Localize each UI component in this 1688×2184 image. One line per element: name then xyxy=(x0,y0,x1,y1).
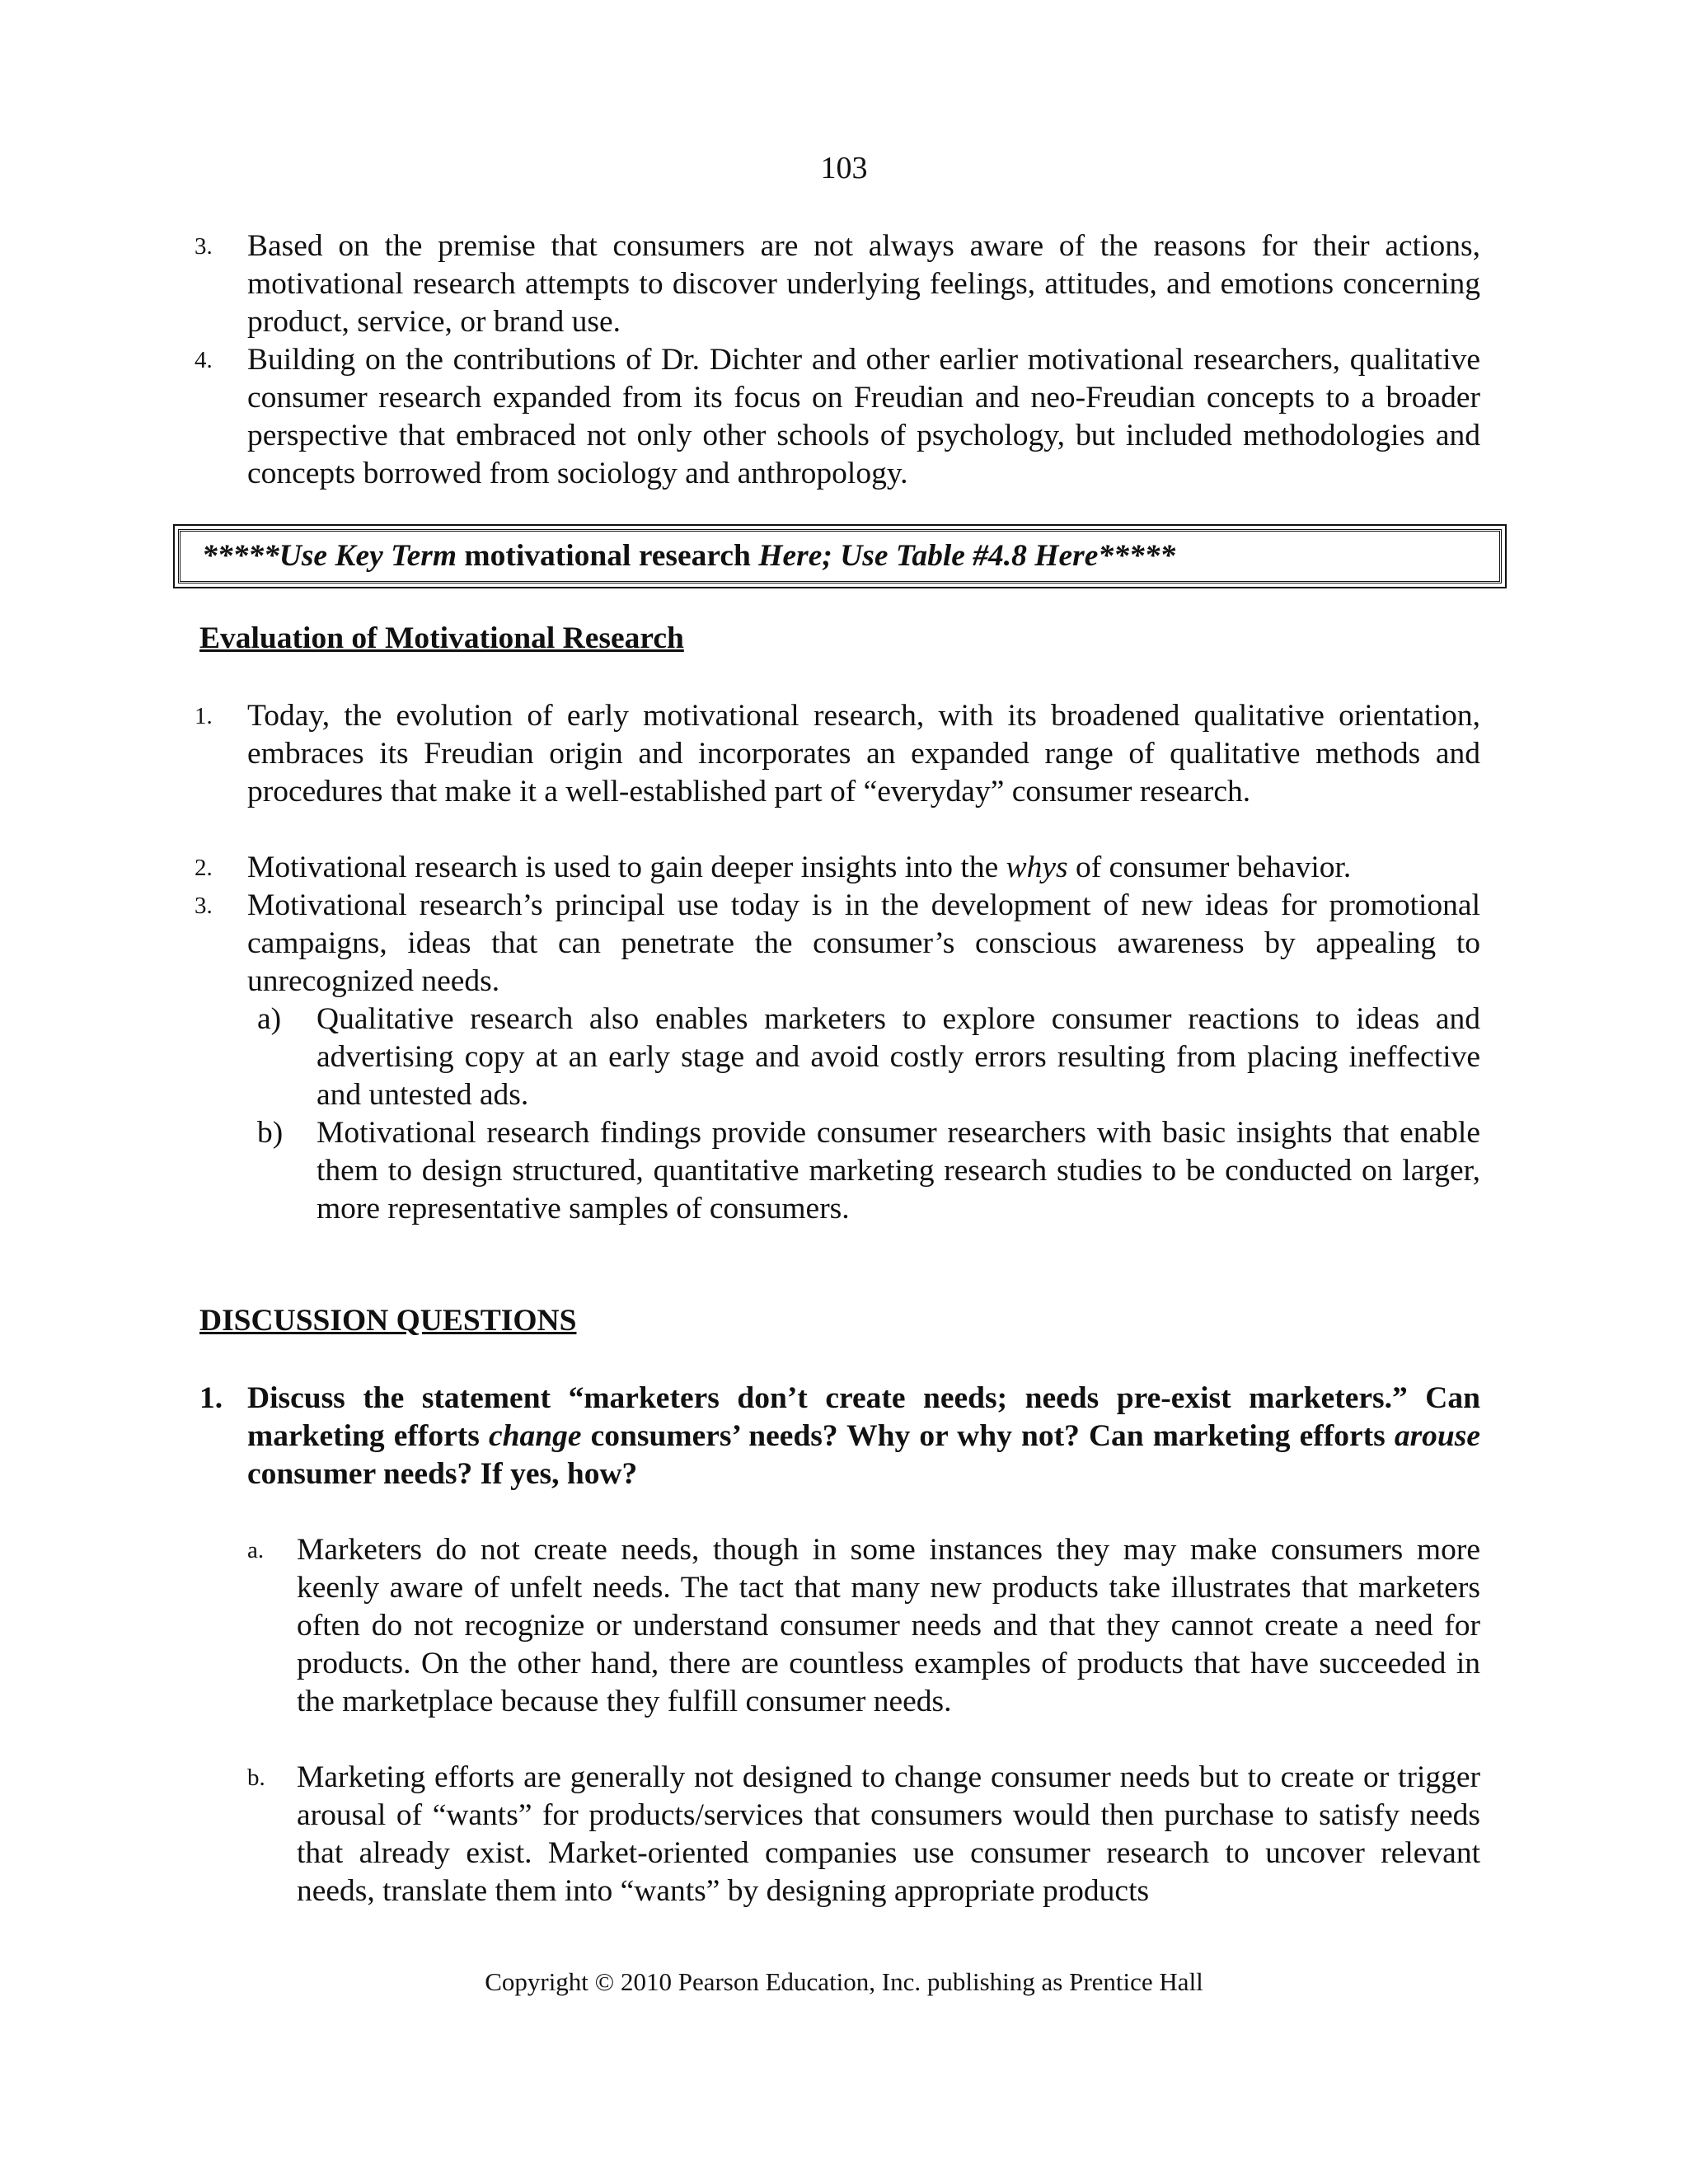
question-number: 1. xyxy=(199,1381,223,1415)
sublist-marker: b) xyxy=(257,1116,284,1150)
sublist-item-text: Qualitative research also enables marketers to explore consumer reactions to ideas and advertising copy at an early stage and avoid costly errors resulting from placing ineffective and untested ads. xyxy=(316,1002,1480,1112)
text-run-italic: arouse xyxy=(1394,1419,1480,1453)
list-item-text: Today, the evolution of early motivational research, with its broadened qualitative orientation, embraces its Freudian origin and incorporates an expanded range of qualitative methods and procedures that make it a well-established part of “everyday” consumer research. xyxy=(247,699,1480,808)
text-run-italic: change xyxy=(489,1419,582,1453)
list-item-text xyxy=(247,849,1480,887)
sublist-marker: a) xyxy=(257,1002,282,1036)
text-run: of consumer behavior. xyxy=(1067,851,1352,884)
key-term-callout xyxy=(178,529,1502,583)
list-item-text: Motivational research’s principal use today is in the development of new ideas for promotional campaigns, ideas that can penetrate the consumer’s conscious awareness by appealing to unrecognized needs. xyxy=(247,888,1480,998)
text-run-italic: whys xyxy=(1006,851,1068,884)
key-term-callout-text xyxy=(202,537,1175,575)
section-heading: DISCUSSION QUESTIONS xyxy=(199,1304,577,1338)
text-run: consumer needs? If yes, how? xyxy=(247,1457,638,1491)
text-run: consumers’ needs? Why or why not? Can marketing efforts xyxy=(581,1419,1395,1453)
page-number: 103 xyxy=(820,151,868,185)
section-heading: Evaluation of Motivational Research xyxy=(199,621,684,655)
list-marker: 3. xyxy=(195,233,213,260)
callout-part-3: Here; Use Table #4.8 Here***** xyxy=(758,539,1176,573)
list-marker: 1. xyxy=(195,703,213,729)
text-run: Motivational research is used to gain deeper insights into the xyxy=(247,851,1006,884)
list-marker: 4. xyxy=(195,347,213,373)
callout-part-2: motivational research xyxy=(457,539,759,573)
list-marker: 2. xyxy=(195,855,213,881)
question-text xyxy=(247,1380,1480,1493)
list-item-text: Building on the contributions of Dr. Dichter and other earlier motivational researchers, qualitative consumer research expanded from its focus on Freudian and neo-Freudian concepts to a broader perspective that embraced not only other schools of psychology, but included methodologies and concepts borrowed from sociology and anthropology. xyxy=(247,343,1480,490)
text-run: Discuss the statement “marketers don’t create needs; needs pre-exist marketers.” Can marketing efforts xyxy=(247,1381,1480,1453)
callout-part-1: *****Use Key Term xyxy=(202,539,457,573)
answer-marker: b. xyxy=(247,1765,265,1791)
answer-marker: a. xyxy=(247,1537,265,1563)
sublist-item-text: Motivational research findings provide consumer researchers with basic insights that enable them to design structured, quantitative marketing research studies to be conducted on larger, more representative samples of consumers. xyxy=(316,1116,1480,1226)
list-item-text: Based on the premise that consumers are not always aware of the reasons for their actions, motivational research attempts to discover underlying feelings, attitudes, and emotions concerning product, service, or brand use. xyxy=(247,229,1480,339)
answer-text: Marketing efforts are generally not designed to change consumer needs but to create or trigger arousal of “wants” for products/services that consumers would then purchase to satisfy needs that already exist. Market-oriented companies use consumer research to uncover relevant needs, translate them into “wants” by designing appropriate products xyxy=(297,1760,1480,1908)
copyright-footer: Copyright © 2010 Pearson Education, Inc. publishing as Prentice Hall xyxy=(485,1967,1203,1996)
answer-text: Marketers do not create needs, though in some instances they may make consumers more keenly aware of unfelt needs. The tact that many new products take illustrates that marketers often do not recognize or understand consumer needs and that they cannot create a need for products. On the other hand, there are countless examples of products that have succeeded in the marketplace because they fulfill consumer needs. xyxy=(297,1533,1480,1718)
list-marker: 3. xyxy=(195,893,213,919)
